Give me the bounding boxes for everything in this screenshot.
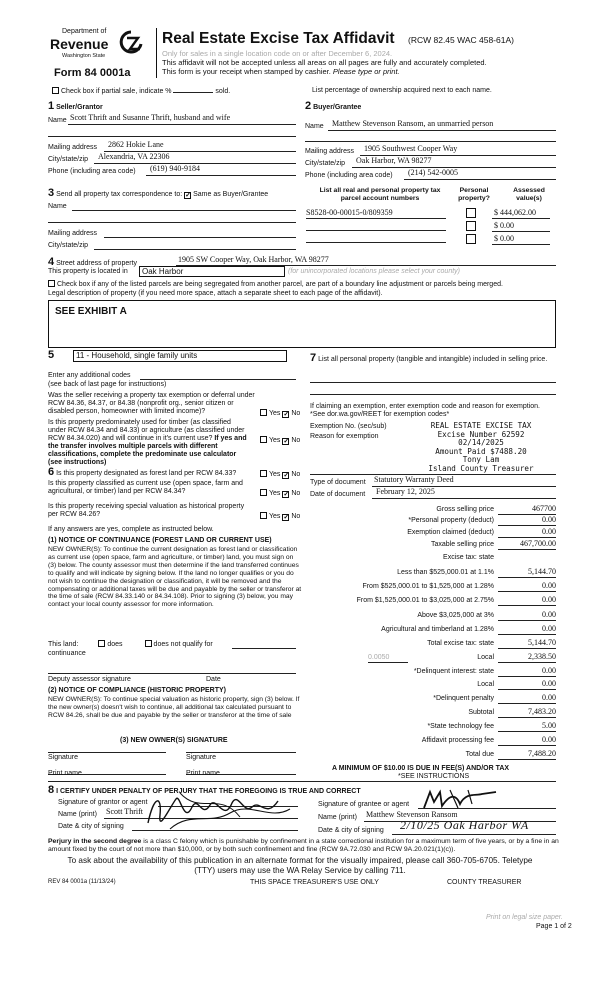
seller-city-label: City/state/zip [48,156,89,163]
revenue-logo [46,26,150,72]
grantee-date-label: Date & city of signing [318,827,384,834]
see-back-note: (see back of last page for instructions) [48,381,167,388]
agency-line1: Department of [62,28,107,35]
doc-date-value[interactable]: February 12, 2025 [376,487,435,496]
revision-label: REV 84 0001a (11/13/24) [48,879,116,885]
calc-row-value[interactable]: 0.00 [498,679,556,690]
owner2-sig-label: Signature [186,754,216,761]
same-as-buyer-checkbox[interactable] [184,192,191,199]
calc-row-label: *Personal property (deduct) [408,517,494,524]
calc-row-label: *State technology fee [427,723,494,730]
parcel-row1-number[interactable]: S8528-00-00015-0/809359 [306,208,393,217]
buyer-phone[interactable]: (214) 542-0005 [408,168,458,177]
exempt-instructions: If claiming an exemption, enter exemption code and reason for exemption. *See dor.wa.gov/REET for exemption codes* [310,403,540,419]
current-use-question: Is this property classified as current use (open space, farm and agricultural, or timber) land per RCW 84.34? [48,480,243,496]
does-qualify-checkbox[interactable] [98,640,105,647]
timber-yes-no: Yes ✓ No [260,436,300,445]
parcel-row1-value[interactable]: $ 444,062.00 [494,208,536,217]
see-instructions-note: *SEE INSTRUCTIONS [398,773,470,780]
deputy-date-label: Date [206,676,221,683]
does-not-qualify-checkbox[interactable] [145,640,152,647]
calc-row-label: Agricultural and timberland at 1.28% [381,626,494,633]
located-select[interactable]: Oak Harbor [139,266,285,277]
exemption-yes-no: Yes ✓ No [260,409,300,418]
calc-row-value[interactable]: 0.00 [498,735,556,746]
parcel-header-accounts: List all real and personal property tax parcel account numbers [319,187,441,202]
parcel-row2-personal-checkbox[interactable] [466,221,476,231]
grantor-signature [140,785,310,840]
timber-no-checkbox[interactable] [282,438,289,445]
corr-mail-label: Mailing address [48,230,98,237]
located-label: This property is located in [48,268,128,275]
new-owner-sig-title: (3) NEW OWNER(S) SIGNATURE [120,737,228,744]
timber-question: Is this property predominately used for timber (as classified under RCW 84.34 and 84.33) or agriculture (as classified under RCW 84.34.020) and will continue in it's current use? If yes and the transfer involves multiple parcels with different classifications, complete the predominate use calculator (see instructions) [48,419,247,467]
calc-row-label: Taxable selling price [430,541,494,548]
buyer-mail[interactable]: 1905 Southwest Cooper Way [364,144,458,153]
corr-heading: 3 Send all property tax correspondence to: ✓ Same as Buyer/Grantee [48,187,268,200]
partial-sale-checkbox[interactable] [52,87,59,94]
grantee-name[interactable]: Matthew Stevenson Ransom [366,810,458,819]
calc-row-label: Total excise tax: state [427,640,494,647]
grantor-date-label: Date & city of signing [58,823,124,830]
legal-desc-value: SEE EXHIBIT A [55,306,127,317]
header-note3: This form is your receipt when stamped by cashier. Please type or print. [162,67,400,76]
calc-row-value[interactable]: 0.00 [498,624,556,635]
legal-desc-box[interactable] [48,300,556,348]
form-title: Real Estate Excise Tax Affidavit [162,30,395,47]
calc-row-value[interactable]: 467,700.00 [498,539,556,550]
grantor-name[interactable]: Scott Thrift [106,807,143,816]
exemption-question: Was the seller receiving a property tax exemption or deferral under RCW 84.36, 84.37, or 84.38 (nonprofit org., senior citizen or disabled person, homeowner with limited income)? [48,392,255,416]
agency-line3: Washington State [62,53,106,59]
forest-no-checkbox[interactable] [282,472,289,479]
wa-logo-icon [118,30,144,54]
partial-sale-row: Check box if partial sale, indicate % sold. [52,87,230,96]
parcel-header-personal: Personal property? [458,187,490,202]
corr-city-label: City/state/zip [48,242,89,249]
perjury-notice: Perjury in the second degree is a class C felony which is punishable by confinement in a state correctional institution for a maximum term of five years, or by a fine in an amount fixed by the court of not more than $10,000, or by both such confinement and fine (RCW 9A.72.030 and RCW 9A.20.021(1)(c)). [48,838,559,853]
buyer-phone-label: Phone (including area code) [305,172,393,179]
partial-pct-field[interactable] [173,92,213,93]
seller-city[interactable]: Alexandria, VA 22306 [98,152,170,161]
current-use-yes-checkbox[interactable] [260,489,267,496]
parcel-row3-value[interactable]: $ 0.00 [494,234,514,243]
minimum-due-note: A MINIMUM OF $10.00 IS DUE IN FEE(S) AND/OR TAX [332,765,510,772]
additional-codes-label: Enter any additional codes [48,372,131,379]
notice-compliance-body: NEW OWNER(S): To continue special valuation as historic property, sign (3) below. If the new owner(s) doesn't wish to continue, all additional tax calculated pursuant to RCW 84.26, shall be due and payable by the seller or transferor at the time of sale [48,696,300,719]
calc-row-label: From $1,525,000.01 to $3,025,000 at 2.75% [356,597,494,604]
header-note2: This affidavit will not be accepted unless all areas on all pages are fully and accurately completed. [162,58,487,67]
calc-row-value[interactable]: 0.00 [498,693,556,704]
parcel-header-assessed: Assessed value(s) [513,187,545,202]
historic-no-checkbox[interactable] [282,514,289,521]
buyer-mail-label: Mailing address [305,148,355,155]
calc-row-value[interactable]: 0.00 [498,515,556,526]
calc-row-label: Above $3,025,000 at 3% [417,612,494,619]
calc-row-label: Local [477,654,494,661]
calc-row-value[interactable]: 0.00 [498,527,556,538]
calc-row-value[interactable]: 7,488.20 [498,749,556,760]
grantor-sig-label: Signature of grantor or agent [58,799,148,806]
calc-row-value[interactable]: 0.00 [498,595,556,606]
grantee-name-label: Name (print) [318,814,357,821]
owner1-print-label: Print name [48,770,82,777]
buyer-city-label: City/state/zip [305,160,346,167]
parcel-row3-personal-checkbox[interactable] [466,234,476,244]
buyer-name-label: Name [305,123,324,130]
ownership-note: List percentage of ownership acquired next to each name. [312,87,492,94]
agency-line2: Revenue [50,36,109,52]
doc-type-value[interactable]: Statutory Warranty Deed [374,475,454,484]
seller-phone-label: Phone (including area code) [48,168,136,175]
calc-row-label: Exemption claimed (deduct) [407,529,494,536]
calc-row-label: Less than $525,000.01 at 1.1% [397,569,494,576]
use-code-select[interactable]: 11 - Household, single family units [73,350,287,362]
parcel-row2-value[interactable]: $ 0.00 [494,221,514,230]
calc-row-value[interactable]: 0.00 [498,581,556,592]
segregation-checkbox[interactable] [48,280,55,287]
calc-row-label: *Delinquent interest: state [413,668,494,675]
calc-row-value[interactable]: 0.00 [498,610,556,621]
buyer-name[interactable]: Matthew Stevenson Ransom, an unmarried person [332,119,494,128]
deputy-sig-label: Deputy assessor signature [48,676,131,683]
calc-row-label: Local [477,681,494,688]
calc-row-label: Affidavit processing fee [421,737,494,744]
continuance-label: continuance [48,650,86,657]
page-number: Page 1 of 2 [536,923,572,930]
buyer-heading: 2 Buyer/Grantee [305,100,362,112]
exemption-yes-checkbox[interactable] [260,409,267,416]
grantee-signature [420,788,500,810]
forest-yes-checkbox[interactable] [260,470,267,477]
segregation-row: Check box if any of the listed parcels are being segregated from another parcel, are part of a boundary line adjustment or parcels being merged. [48,280,503,289]
personal-property-label: 7 List all personal property (tangible and intangible) included in selling price. [310,352,548,364]
accessibility-note-1: To ask about the availability of this publication in an alternate format for the visually impaired, please call 360-705-6705. Teletype [67,856,533,865]
seller-phone[interactable]: (619) 940-9184 [150,164,200,173]
notice-continuance-title: (1) NOTICE OF CONTINUANCE (FOREST LAND OR CURRENT USE) [48,537,272,544]
historic-question: Is this property receiving special valuation as historical property per RCW 84.26? [48,503,245,519]
calc-row-label: Gross selling price [436,506,494,513]
form-number: Form 84 0001a [54,67,131,79]
calc-row-label: Excise tax: state [443,554,494,561]
forest-yes-no: Yes ✓ No [260,470,300,479]
seller-name[interactable]: Scott Thrift and Susanne Thrift, husband and wife [70,113,231,122]
owner2-print-label: Print name [186,770,220,777]
located-hint: (for unincorporated locations please select your county) [288,268,460,275]
this-land-row: This land: does does not qualify for [48,641,213,648]
local-rate: 0.0050 [368,654,408,663]
grantee-sig-label: Signature of grantee or agent [318,801,410,808]
calc-row-value[interactable]: 5,144.70 [498,567,556,578]
grantor-name-label: Name (print) [58,811,97,818]
grantee-date[interactable]: 2/10/25 Oak Harbor WA [400,818,529,832]
seller-heading: 1 Seller/Grantor [48,100,103,112]
doc-date-label: Date of document [310,491,366,498]
exemption-no-label: Exemption No. (sec/sub) [310,423,387,430]
calc-row-value[interactable]: 5.00 [498,721,556,732]
historic-yes-checkbox[interactable] [260,512,267,519]
treasurer-stamp: REAL ESTATE EXCISE TAX Excise Number 62592 02/14/2025 Amount Paid $7488.20 Tony Lam Island County Treasurer [428,421,534,473]
calc-row-label: Total due [465,751,494,758]
notice-continuance-body: NEW OWNER(S): To continue the current designation as forest land or classification as current use (open space, farm and agriculture, or timber) land, you must sign on (3) below. The county assessor must then determine if the land transferred continues to qualify and will indicate by signing below. If the land no longer qualifies or you do not wish to continue the designation or classification, it will be removed and the compensating or additional taxes will be due and payable by the seller or transferor at the time of sale (RCW 84.33.140 or 84.34.108). Prior to signing (3) below, you may contact your local county assessor for more information. [48,546,302,609]
street-address[interactable]: 1905 SW Cooper Way, Oak Harbor, WA 98277 [178,255,329,264]
owner1-sig-label: Signature [48,754,78,761]
seller-mail[interactable]: 2862 Hokie Lane [108,140,164,149]
form-rcw: (RCW 82.45 WAC 458-61A) [408,35,514,45]
doc-type-label: Type of document [310,479,366,486]
cert-heading: 8 I CERTIFY UNDER PENALTY OF PERJURY THAT THE FOREGOING IS TRUE AND CORRECT [48,784,361,796]
current-use-yes-no: Yes ✓ No [260,489,300,498]
calc-row-value[interactable]: 467700 [498,504,556,515]
calc-row-value[interactable]: 2,338.50 [498,652,556,663]
current-use-no-checkbox[interactable] [282,491,289,498]
street-row: 4 Street address of property [48,256,138,268]
calc-row-label: From $525,000.01 to $1,525,000 at 1.28% [362,583,494,590]
calc-row-value[interactable]: 7,483.20 [498,707,556,718]
buyer-city[interactable]: Oak Harbor, WA 98277 [356,156,432,165]
accessibility-note-2: (TTY) users may use the WA Relay Service by calling 711. [194,866,406,875]
notice-compliance-title: (2) NOTICE OF COMPLIANCE (HISTORIC PROPERTY) [48,687,226,694]
forest-question: 6 Is this property designated as forest land per RCW 84.33? [48,466,237,478]
corr-name-label: Name [48,203,67,210]
seller-mail-label: Mailing address [48,144,98,151]
header-note1: Only for sales in a single location code on or after December 6, 2024. [162,49,393,58]
header-divider [156,28,157,78]
exemption-reason-label: Reason for exemption [310,433,379,440]
any-yes-note: If any answers are yes, complete as instructed below. [48,526,214,533]
exemption-no-checkbox[interactable] [282,411,289,418]
calc-row-label: Subtotal [468,709,494,716]
legal-desc-label: Legal description of property (if you need more space, attach a separate sheet to each page of the affidavit). [48,290,383,297]
parcel-row1-personal-checkbox[interactable] [466,208,476,218]
s5-number: 5 [48,349,55,361]
legal-paper-note: Print on legal size paper. [486,914,563,921]
calc-row-value[interactable]: 0.00 [498,666,556,677]
calc-row-value[interactable]: 5,144.70 [498,638,556,649]
seller-name-label: Name [48,117,67,124]
treasurer-use-label: THIS SPACE TREASURER'S USE ONLY [250,879,379,886]
timber-yes-checkbox[interactable] [260,436,267,443]
historic-yes-no: Yes ✓ No [260,512,300,521]
calc-row-label: *Delinquent penalty [433,695,494,702]
county-treasurer-label: COUNTY TREASURER [447,879,522,886]
